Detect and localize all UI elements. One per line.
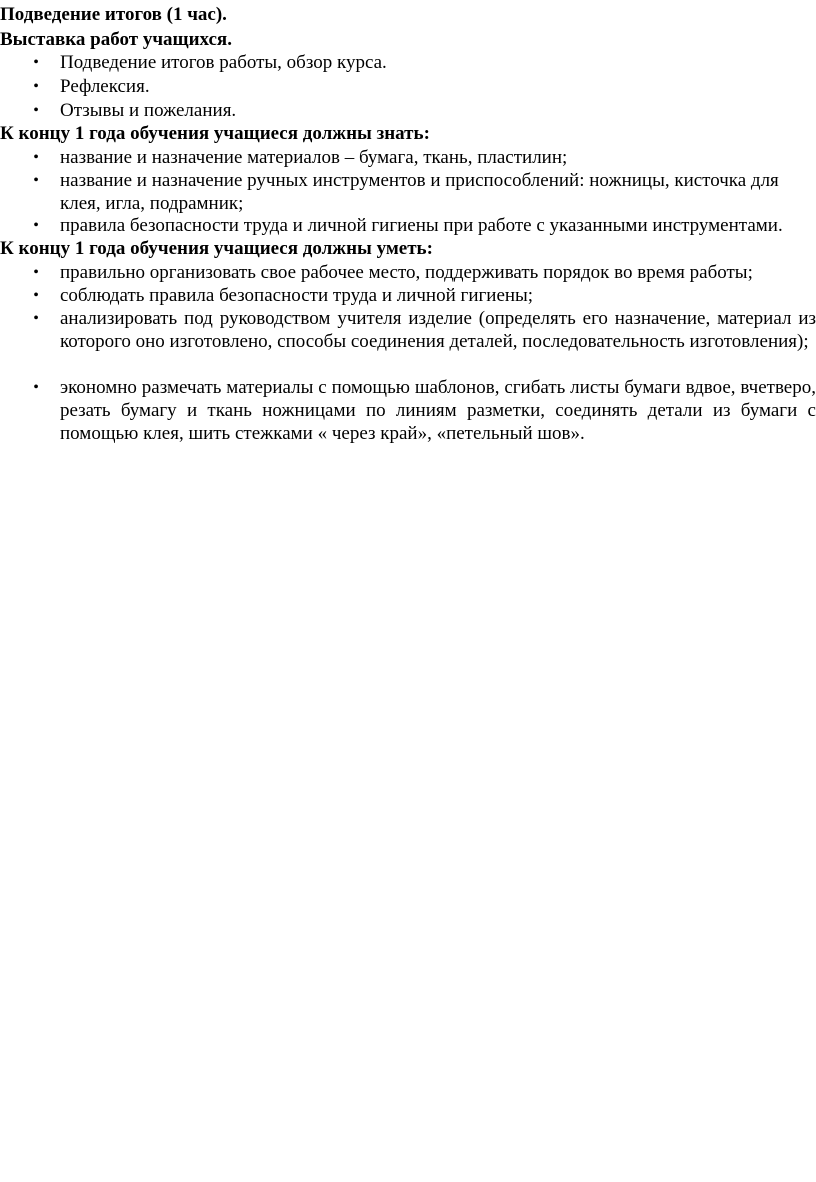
- bullet-icon: •: [33, 264, 39, 281]
- list-item: экономно размечать материалы с помощью шаблонов, сгибать листы бумаги вдвое, вчетверо, резать бумагу и ткань ножницами по линиям разметки, соединять детали из бумаги с помощью клея, шить стежками « через край», «петельный шов».: [60, 377, 816, 444]
- bullet-icon: •: [33, 217, 39, 234]
- section-heading-summary: Подведение итогов (1 час).: [0, 4, 227, 25]
- list-item: соблюдать правила безопасности труда и личной гигиены;: [60, 285, 534, 306]
- list-item: анализировать под руководством учителя изделие (определять его назначение, материал из которого оно изготовлено, способы соединения деталей, последовательность изготовления);: [60, 308, 816, 352]
- list-item: Отзывы и пожелания.: [60, 100, 237, 121]
- bullet-icon: •: [33, 149, 39, 166]
- list-item: Рефлексия.: [60, 76, 150, 97]
- bullet-icon: •: [33, 172, 39, 189]
- bullet-icon: •: [33, 102, 39, 119]
- bullet-icon: •: [33, 54, 39, 71]
- section-heading-exhibition: Выставка работ учащихся.: [0, 29, 232, 50]
- section-heading-able: К концу 1 года обучения учащиеся должны уметь:: [0, 238, 433, 259]
- bullet-icon: •: [33, 379, 39, 396]
- bullet-icon: •: [33, 287, 39, 304]
- list-item: правила безопасности труда и личной гигиены при работе с указанными инструментами.: [60, 215, 783, 236]
- bullet-icon: •: [33, 310, 39, 327]
- list-item: название и назначение материалов – бумага, ткань, пластилин;: [60, 147, 568, 168]
- list-item: правильно организовать свое рабочее место, поддерживать порядок во время работы;: [60, 262, 753, 283]
- section-heading-know: К концу 1 года обучения учащиеся должны знать:: [0, 123, 430, 144]
- list-item: название и назначение ручных инструментов и приспособлений: ножницы, кисточка для клея, игла, подрамник;: [60, 170, 779, 214]
- bullet-icon: •: [33, 78, 39, 95]
- list-item: Подведение итогов работы, обзор курса.: [60, 52, 387, 73]
